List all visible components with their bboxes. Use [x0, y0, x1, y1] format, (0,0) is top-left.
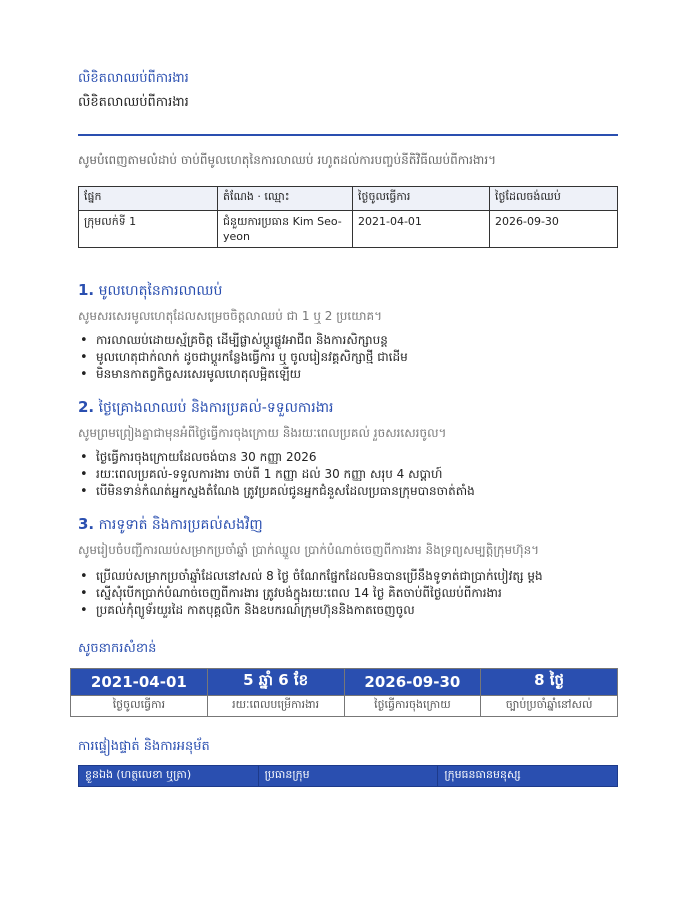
- info-header-department: ផ្នែក: [79, 187, 218, 211]
- approval-col-hr: ក្រុមធនធានមនុស្ស: [438, 766, 618, 787]
- title-divider: [78, 134, 618, 136]
- section-3-heading: [78, 515, 263, 536]
- info-department: ក្រុមលក់ទី 1: [79, 211, 218, 248]
- info-header-position-name: តំណែង · ឈ្មោះ: [218, 187, 353, 211]
- summary-values-row: [71, 669, 618, 696]
- summary-label-leave-remaining: ច្បាប់ប្រចាំឆ្នាំនៅសល់: [481, 696, 618, 717]
- list-item: • មូលហេតុជាក់លាក់ ដូចជាប្តូរកន្លែងធ្វើការ ឬ ចូលរៀនវគ្គសិក្សាថ្មី ជាដើម: [78, 349, 618, 366]
- section-1-lead: សូមសរសេរមូលហេតុដែលសម្រេចចិត្តលាឈប់ ជា 1 ឬ 2 ប្រយោគ។: [78, 309, 382, 323]
- summary-title: សូចនាករសំខាន់: [78, 641, 157, 656]
- summary-value-tenure: 5 ឆ្នាំ 6 ខែ: [207, 669, 344, 696]
- employee-info-table: [78, 186, 618, 248]
- info-start-date: 2021-04-01: [353, 211, 490, 248]
- list-item: • រយៈពេលប្រគល់-ទទួលការងារ ចាប់ពី 1 កញ្ញា ដល់ 30 កញ្ញា សរុប 4 សប្តាហ៍: [78, 466, 618, 483]
- section-2-heading: [78, 398, 333, 419]
- approval-col-self: ខ្លួនឯង (ហត្ថលេខា ឬត្រា): [79, 766, 259, 787]
- summary-value-leave-remaining: 8 ថ្ងៃ: [481, 669, 618, 696]
- section-1-title: មូលហេតុនៃការលាឈប់: [98, 283, 223, 299]
- summary-value-last-day: 2026-09-30: [344, 669, 481, 696]
- list-item: • ប្រគល់កុំព្យូទ័រយួរដៃ កាតបុគ្គលិក និងឧបករណ៍ក្រុមហ៊ុននិងកាតចេញចូល: [78, 602, 618, 619]
- info-header-desired-end-date: ថ្ងៃដែលចង់ឈប់: [490, 187, 618, 211]
- list-item: • ប្រើឈប់សម្រាកប្រចាំឆ្នាំដែលនៅសល់ 8 ថ្ងៃ ចំណែកផ្នែកដែលមិនបានប្រើនឹងទូទាត់ជាប្រាក់បៀវត្ស ម្ដង: [78, 568, 618, 585]
- document-title: លិខិតលាឈប់ពីការងារ: [78, 71, 189, 86]
- section-2-number: 2.: [78, 398, 95, 416]
- info-table-header-row: [79, 187, 618, 211]
- document-subtitle: លិខិតលាឈប់ពីការងារ: [78, 95, 189, 110]
- summary-table: [70, 668, 618, 717]
- info-header-start-date: ថ្ងៃចូលធ្វើការ: [353, 187, 490, 211]
- summary-labels-row: [71, 696, 618, 717]
- info-table-row: [79, 211, 618, 248]
- info-position-name: ជំនួយការប្រធាន Kim Seo-yeon: [218, 211, 353, 248]
- section-1-bullets: [78, 332, 618, 383]
- section-3-title: ការទូទាត់ និងការប្រគល់សងវិញ: [98, 517, 263, 533]
- summary-value-start-date: 2021-04-01: [71, 669, 208, 696]
- intro-text: សូមបំពេញតាមលំដាប់ ចាប់ពីមូលហេតុនៃការលាឈប់ រហូតដល់ការបញ្ចប់នីតិវិធីឈប់ពីការងារ។: [78, 153, 497, 167]
- summary-label-start-date: ថ្ងៃចូលធ្វើការ: [71, 696, 208, 717]
- section-2-bullets: [78, 449, 618, 500]
- section-3-bullets: [78, 568, 618, 619]
- section-3-lead: សូមរៀបចំបញ្ជីការឈប់សម្រាកប្រចាំឆ្នាំ ប្រាក់ឈ្នួល ប្រាក់បំណាច់ចេញពីការងារ និងទ្រព្យសម្បត្តិក្រុមហ៊ុន។: [78, 543, 540, 557]
- list-item: • បើមិនទាន់កំណត់អ្នកស្នងតំណែង ត្រូវប្រគល់ជូនអ្នកជំនួសដែលប្រធានក្រុមបានចាត់តាំង: [78, 483, 618, 500]
- summary-label-tenure: រយៈពេលបម្រើការងារ: [207, 696, 344, 717]
- list-item: • ស្នើសុំបើកប្រាក់បំណាច់ចេញពីការងារ ត្រូវបង់ក្នុងរយៈពេល 14 ថ្ងៃ គិតចាប់ពីថ្ងៃឈប់ពីការងារ: [78, 585, 618, 602]
- section-1-number: 1.: [78, 281, 95, 299]
- approval-col-team-lead: ប្រធានក្រុម: [258, 766, 438, 787]
- section-1-heading: [78, 281, 222, 302]
- list-item: • មិនមានកាតព្វកិច្ចសរសេរមូលហេតុលម្អិតឡើយ: [78, 366, 618, 383]
- approval-title: ការផ្ទៀងផ្ទាត់ និងការអនុម័ត: [78, 739, 210, 754]
- list-item: • ការលាឈប់ដោយស្ម័គ្រចិត្ត ដើម្បីផ្លាស់ប្តូរផ្លូវអាជីព និងការសិក្សាបន្ត: [78, 332, 618, 349]
- summary-label-last-day: ថ្ងៃធ្វើការចុងក្រោយ: [344, 696, 481, 717]
- info-desired-end-date: 2026-09-30: [490, 211, 618, 248]
- list-item: • ថ្ងៃធ្វើការចុងក្រោយដែលចង់បាន 30 កញ្ញា 2026: [78, 449, 618, 466]
- section-2-title: ថ្ងៃគ្រោងលាឈប់ និងការប្រគល់-ទទួលការងារ: [98, 400, 334, 416]
- section-2-lead: សូមព្រមព្រៀងគ្នាជាមុនអំពីថ្ងៃធ្វើការចុងក្រោយ និងរយៈពេលប្រគល់ រួចសរសេរចូល។: [78, 426, 447, 440]
- section-3-number: 3.: [78, 515, 95, 533]
- approval-header-row: [79, 766, 618, 787]
- approval-table: [78, 765, 618, 787]
